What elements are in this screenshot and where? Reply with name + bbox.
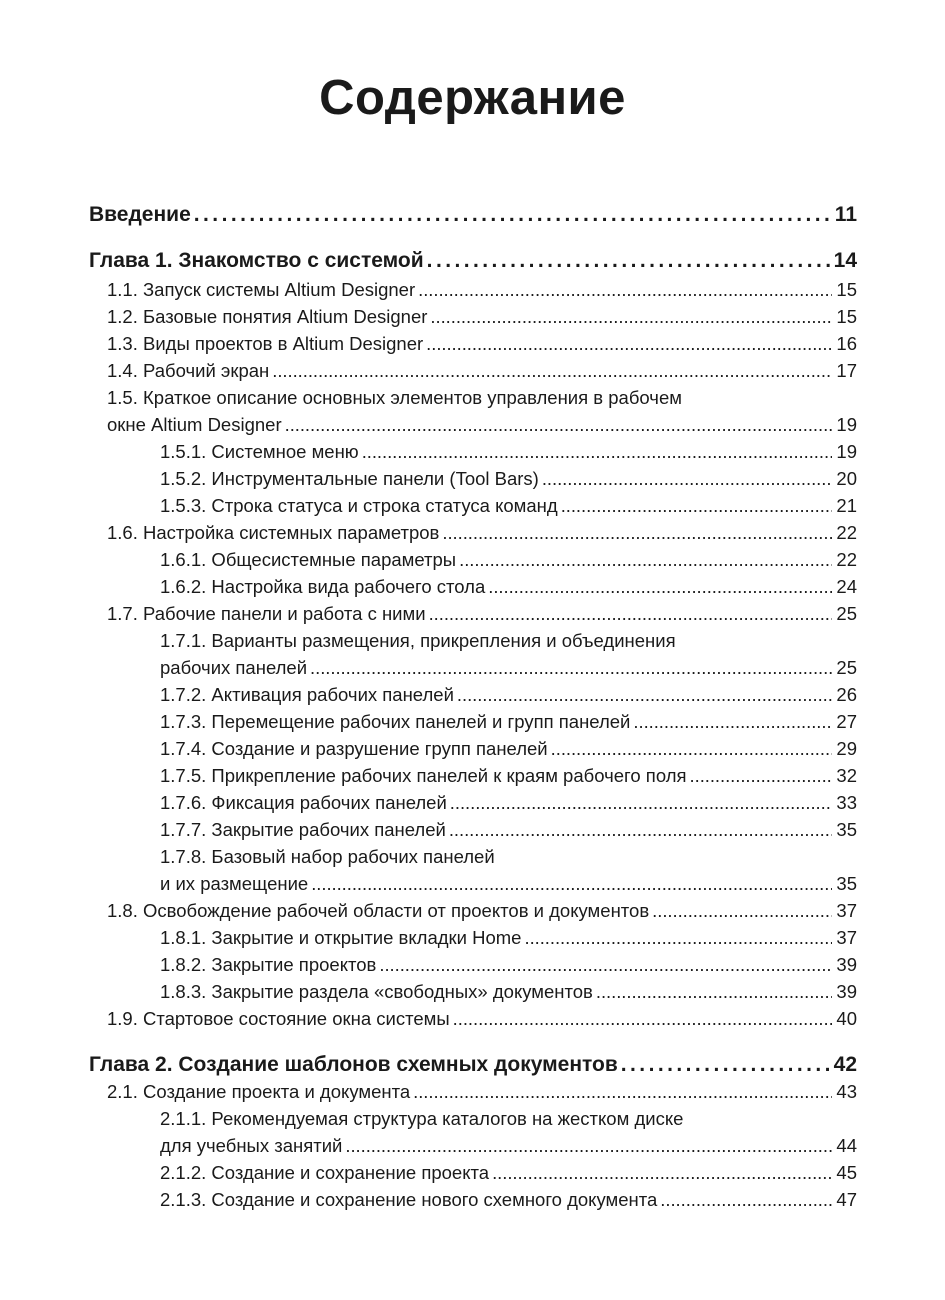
toc-entry bbox=[107, 600, 857, 627]
toc-page-number: 45 bbox=[836, 1162, 857, 1183]
toc-entry-text: окне Altium Designer bbox=[107, 414, 282, 435]
toc-entry bbox=[89, 1050, 857, 1080]
toc-leader bbox=[561, 492, 833, 519]
toc-page-number: 15 bbox=[836, 279, 857, 300]
toc-page-number: 22 bbox=[836, 522, 857, 543]
toc-entry bbox=[160, 924, 857, 951]
toc-entry-text: 1.8.1. Закрытие и открытие вкладки Home bbox=[160, 927, 522, 948]
toc-page-number: 42 bbox=[833, 1053, 857, 1076]
toc-entry-text: 1.8. Освобождение рабочей области от проектов и документов bbox=[107, 900, 650, 921]
toc-entry-text: 2.1. Создание проекта и документа bbox=[107, 1081, 411, 1102]
toc-page-number: 47 bbox=[836, 1189, 857, 1210]
toc-entry-text: 2.1.1. Рекомендуемая структура каталогов на жестком диске bbox=[160, 1108, 684, 1129]
toc-page-number: 44 bbox=[836, 1135, 857, 1156]
toc-entry-text: для учебных занятий bbox=[160, 1135, 343, 1156]
toc-entry-text: 1.7.2. Активация рабочих панелей bbox=[160, 684, 454, 705]
toc-page-number: 37 bbox=[836, 927, 857, 948]
toc-page-number: 39 bbox=[836, 954, 857, 975]
toc-leader bbox=[542, 465, 833, 492]
toc-entry-text: 1.5. Краткое описание основных элементов управления в рабочем bbox=[107, 387, 682, 408]
toc-page-number: 29 bbox=[836, 738, 857, 759]
toc-leader bbox=[457, 681, 833, 708]
toc-entry bbox=[107, 303, 857, 330]
toc-entry-text: 1.7.8. Базовый набор рабочих панелей bbox=[160, 846, 495, 867]
toc-entry bbox=[107, 357, 857, 384]
toc-entry bbox=[107, 276, 857, 303]
toc-entry bbox=[107, 1078, 857, 1105]
toc-leader bbox=[459, 546, 832, 573]
toc-page-number: 24 bbox=[836, 576, 857, 597]
toc-entry-text: Введение bbox=[89, 203, 191, 226]
toc-leader bbox=[430, 303, 832, 330]
toc-entry-text: 1.7.6. Фиксация рабочих панелей bbox=[160, 792, 447, 813]
toc-leader bbox=[633, 708, 832, 735]
toc-entry-text: рабочих панелей bbox=[160, 657, 308, 678]
toc-page-number: 32 bbox=[836, 765, 857, 786]
toc-entry bbox=[107, 384, 857, 411]
toc-leader bbox=[551, 735, 833, 762]
toc-leader bbox=[345, 1132, 832, 1159]
toc-entry bbox=[160, 870, 857, 897]
toc-entry-text: и их размещение bbox=[160, 873, 309, 894]
toc-leader bbox=[413, 1078, 832, 1105]
toc-entry bbox=[160, 1186, 857, 1213]
toc-entry bbox=[107, 411, 857, 438]
toc-entry-text: 1.3. Виды проектов в Altium Designer bbox=[107, 333, 424, 354]
toc-leader bbox=[442, 519, 832, 546]
toc-entry-text: Глава 1. Знакомство с системой bbox=[89, 249, 424, 272]
toc-entry-text: 1.4. Рабочий экран bbox=[107, 360, 270, 381]
toc-entry-text: 1.6. Настройка системных параметров bbox=[107, 522, 440, 543]
toc-entry-text: 1.6.2. Настройка вида рабочего стола bbox=[160, 576, 486, 597]
toc-entry-text: 1.6.1. Общесистемные параметры bbox=[160, 549, 457, 570]
toc-entry bbox=[160, 1105, 857, 1132]
toc-leader bbox=[450, 789, 833, 816]
toc-entry bbox=[160, 681, 857, 708]
toc-entry bbox=[160, 546, 857, 573]
toc-entry bbox=[160, 627, 857, 654]
toc-entry bbox=[89, 200, 857, 230]
toc-entry-text: 1.9. Стартовое состояние окна системы bbox=[107, 1008, 450, 1029]
toc-leader bbox=[488, 573, 832, 600]
toc-leader bbox=[311, 870, 832, 897]
toc-entry bbox=[160, 438, 857, 465]
toc-leader bbox=[285, 411, 833, 438]
toc-entry bbox=[160, 1132, 857, 1159]
toc-page-number: 20 bbox=[836, 468, 857, 489]
toc-page-number: 19 bbox=[836, 441, 857, 462]
toc-leader bbox=[426, 330, 832, 357]
toc-leader bbox=[621, 1050, 830, 1080]
toc-entry-text: 1.7.1. Варианты размещения, прикрепления и объединения bbox=[160, 630, 676, 651]
toc-entry-text: 1.5.3. Строка статуса и строка статуса команд bbox=[160, 495, 558, 516]
toc-entry bbox=[160, 951, 857, 978]
toc-leader bbox=[194, 200, 831, 230]
toc-entry-text: 1.8.3. Закрытие раздела «свободных» документов bbox=[160, 981, 593, 1002]
toc-page-number: 16 bbox=[836, 333, 857, 354]
toc-page-number: 11 bbox=[834, 203, 857, 226]
toc-entry bbox=[160, 654, 857, 681]
toc-leader bbox=[660, 1186, 832, 1213]
toc-entry bbox=[160, 573, 857, 600]
toc-leader bbox=[524, 924, 832, 951]
toc-entry bbox=[160, 492, 857, 519]
toc-entry bbox=[160, 708, 857, 735]
toc-leader bbox=[690, 762, 833, 789]
toc-entry-text: 1.7.3. Перемещение рабочих панелей и групп панелей bbox=[160, 711, 631, 732]
toc-page-number: 19 bbox=[836, 414, 857, 435]
toc-entry-text: 1.5.1. Системное меню bbox=[160, 441, 359, 462]
toc-page-number: 27 bbox=[836, 711, 857, 732]
toc-entry bbox=[160, 816, 857, 843]
toc-page-number: 21 bbox=[836, 495, 857, 516]
toc-entry-text: 1.7.7. Закрытие рабочих панелей bbox=[160, 819, 446, 840]
toc-page-number: 14 bbox=[833, 249, 857, 272]
toc-leader bbox=[453, 1005, 833, 1032]
toc-leader bbox=[427, 246, 830, 276]
toc-leader bbox=[362, 438, 833, 465]
toc-entry bbox=[160, 789, 857, 816]
toc-entry bbox=[89, 246, 857, 276]
toc-entry bbox=[107, 1005, 857, 1032]
toc-entry bbox=[160, 465, 857, 492]
toc-leader bbox=[418, 276, 832, 303]
toc-entry-text: 2.1.2. Создание и сохранение проекта bbox=[160, 1162, 490, 1183]
toc-leader bbox=[596, 978, 833, 1005]
toc-leader bbox=[310, 654, 832, 681]
toc-entry-text: 1.1. Запуск системы Altium Designer bbox=[107, 279, 416, 300]
toc-page-number: 33 bbox=[836, 792, 857, 813]
toc-page-number: 15 bbox=[836, 306, 857, 327]
toc-page-number: 40 bbox=[836, 1008, 857, 1029]
toc-page-number: 25 bbox=[836, 603, 857, 624]
toc-leader bbox=[272, 357, 832, 384]
toc-leader bbox=[492, 1159, 832, 1186]
toc-entry bbox=[160, 978, 857, 1005]
toc-page-number: 26 bbox=[836, 684, 857, 705]
toc-entry-text: 1.2. Базовые понятия Altium Designer bbox=[107, 306, 428, 327]
toc-entry-text: 1.7. Рабочие панели и работа с ними bbox=[107, 603, 426, 624]
toc-entry-text: 1.7.5. Прикрепление рабочих панелей к краям рабочего поля bbox=[160, 765, 687, 786]
toc-entry bbox=[160, 843, 857, 870]
toc-entry bbox=[107, 330, 857, 357]
toc-entry-text: Глава 2. Создание шаблонов схемных документов bbox=[89, 1053, 618, 1076]
toc-entry bbox=[107, 897, 857, 924]
toc-page-number: 35 bbox=[836, 873, 857, 894]
toc-page-number: 22 bbox=[836, 549, 857, 570]
toc-entry bbox=[107, 519, 857, 546]
page-title: Содержание bbox=[319, 71, 626, 125]
toc-leader bbox=[429, 600, 833, 627]
toc-entry bbox=[160, 762, 857, 789]
toc-entry bbox=[160, 1159, 857, 1186]
toc-entry-text: 1.7.4. Создание и разрушение групп панелей bbox=[160, 738, 548, 759]
toc-page-number: 43 bbox=[836, 1081, 857, 1102]
toc-leader bbox=[652, 897, 832, 924]
toc-leader bbox=[379, 951, 832, 978]
toc-page-number: 35 bbox=[836, 819, 857, 840]
toc-page-number: 17 bbox=[836, 360, 857, 381]
toc-page-number: 39 bbox=[836, 981, 857, 1002]
toc-entry-text: 1.8.2. Закрытие проектов bbox=[160, 954, 377, 975]
toc-entry-text: 2.1.3. Создание и сохранение нового схемного документа bbox=[160, 1189, 658, 1210]
toc-page-number: 25 bbox=[836, 657, 857, 678]
toc-page-number: 37 bbox=[836, 900, 857, 921]
toc-entry-text: 1.5.2. Инструментальные панели (Tool Bars) bbox=[160, 468, 539, 489]
toc-leader bbox=[449, 816, 833, 843]
toc-entry bbox=[160, 735, 857, 762]
